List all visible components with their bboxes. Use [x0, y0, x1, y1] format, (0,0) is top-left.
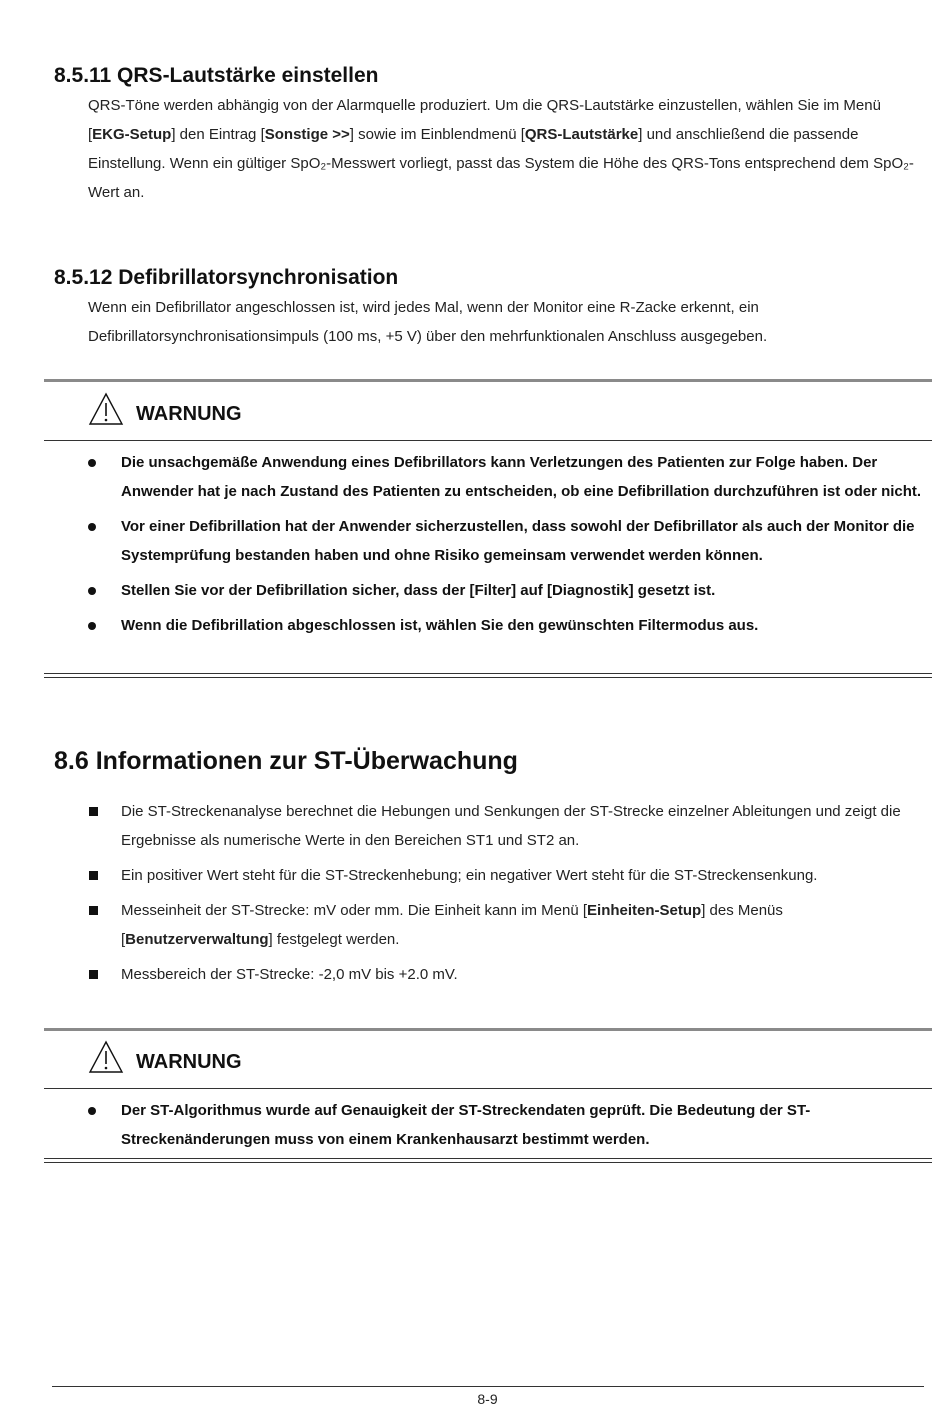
units-setup-menu-ref: Einheiten-Setup [587, 902, 702, 919]
warning-bottom-rule [44, 1158, 932, 1163]
bullet-square-icon [89, 871, 98, 880]
bullet-square-icon [89, 807, 98, 816]
warning-header-rule [44, 1088, 932, 1089]
warning-item: Wenn die Defibrillation abgeschlossen ist, wählen Sie den gewünschten Filtermodus aus. [88, 611, 928, 640]
warning-item: Vor einer Defibrillation hat der Anwender sicherzustellen, dass sowohl der Defibrillator als auch der Monitor die Systemprüfung bestanden haben und ohne Risiko gemeinsam verwendet werden können. [88, 512, 928, 570]
warning-item: Die unsachgemäße Anwendung eines Defibrillators kann Verletzungen des Patienten zur Folge haben. Der Anwender hat je nach Zustand des Patienten zu entscheiden, ob eine Defibrillation durchzuführen ist oder nicht. [88, 448, 928, 506]
bullet-dot-icon [88, 459, 96, 467]
ekg-setup-menu-ref: EKG-Setup [92, 126, 172, 143]
bullet-dot-icon [88, 587, 96, 595]
bullet-square-icon [89, 906, 98, 915]
bullet-square-icon [89, 970, 98, 979]
warning-top-rule [44, 1028, 932, 1031]
warning-item: Der ST-Algorithmus wurde auf Genauigkeit der ST-Streckendaten geprüft. Die Bedeutung der ST-Streckenänderungen muss von einem Krankenhausarzt bestimmt werden. [88, 1096, 928, 1154]
page-number: 8-9 [477, 1391, 498, 1407]
warning-top-rule [44, 379, 932, 382]
warning-title: WARNUNG [136, 402, 242, 425]
warning-list [88, 448, 928, 646]
st-info-item: Ein positiver Wert steht für die ST-Streckenhebung; ein negativer Wert steht für die ST-Streckensenkung. [88, 861, 928, 890]
bullet-dot-icon [88, 1107, 96, 1115]
section-heading-qrs-volume: 8.5.11 QRS-Lautstärke einstellen [54, 64, 379, 87]
warning-triangle-icon [88, 1040, 124, 1074]
warning-bottom-rule [44, 673, 932, 678]
warning-triangle-icon [88, 392, 124, 426]
footer-rule [52, 1386, 924, 1387]
st-info-item: Messbereich der ST-Strecke: -2,0 mV bis +2.0 mV. [88, 960, 928, 989]
warning-list [88, 1096, 928, 1160]
warning-header [88, 1040, 242, 1074]
st-info-item: Messeinheit der ST-Strecke: mV oder mm. Die Einheit kann im Menü [Einheiten-Setup] des Menüs [Benutzerverwaltung] festgelegt werden. [88, 896, 928, 954]
sonstige-menu-ref: Sonstige >> [264, 126, 350, 143]
bullet-dot-icon [88, 523, 96, 531]
qrs-volume-menu-ref: QRS-Lautstärke [524, 126, 639, 143]
bullet-dot-icon [88, 622, 96, 630]
section-heading-st-monitoring: 8.6 Informationen zur ST-Überwachung [54, 747, 518, 775]
section-heading-defib-sync: 8.5.12 Defibrillatorsynchronisation [54, 266, 399, 289]
user-maintenance-menu-ref: Benutzerverwaltung [125, 931, 269, 948]
warning-header [88, 392, 242, 426]
qrs-volume-paragraph: QRS-Töne werden abhängig von der Alarmquelle produziert. Um die QRS-Lautstärke einzustellen, wählen Sie im Menü [EKG-Setup] den Eintrag [Sonstige >>] sowie im Einblendmenü [QRS-Lautstärke] und anschließend die passende Einstellung. Wenn ein gültiger SpO₂-Messwert vorliegt, passt das System die Höhe des QRS-Tons entsprechend dem SpO₂-Wert an. [88, 97, 914, 201]
st-info-list [88, 797, 928, 995]
warning-item: Stellen Sie vor der Defibrillation sicher, dass der [Filter] auf [Diagnostik] gesetzt ist. [88, 576, 928, 605]
warning-title: WARNUNG [136, 1050, 242, 1073]
st-info-item: Die ST-Streckenanalyse berechnet die Hebungen und Senkungen der ST-Strecke einzelner Ableitungen und zeigt die Ergebnisse als numerische Werte in den Bereichen ST1 und ST2 an. [88, 797, 928, 855]
warning-header-rule [44, 440, 932, 441]
defib-sync-paragraph: Wenn ein Defibrillator angeschlossen ist, wird jedes Mal, wenn der Monitor eine R-Zacke erkennt, ein Defibrillatorsynchronisationsimpuls (100 ms, +5 V) über den mehrfunktionalen Anschluss ausgegeben. [88, 299, 768, 345]
